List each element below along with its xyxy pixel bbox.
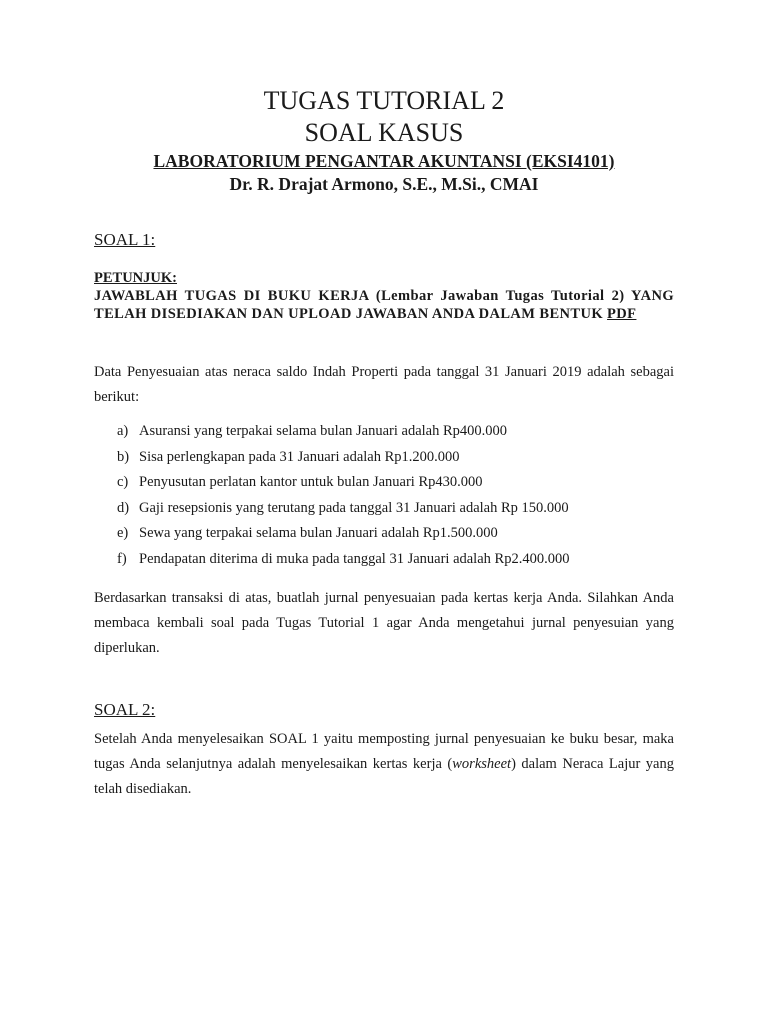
soal-2-text-before: Setelah Anda menyelesaikan SOAL 1 yaitu memposting jurnal penyesuaian ke buku besar, maka tugas Anda selanjutnya adalah menyelesaikan kertas kerja ( [94,731,674,772]
soal-1-heading: SOAL 1: [94,230,156,249]
instruction-main-text: JAWABLAH TUGAS DI BUKU KERJA (Lembar Jawaban Tugas Tutorial 2) YANG TELAH DISEDIAKAN DAN UPLOAD JAWABAN ANDA DALAM BENTUK [94,288,674,322]
soal-2-text [94,727,674,802]
list-item [117,419,569,445]
list-item-text: Asuransi yang terpakai selama bulan Januari adalah Rp400.000 [139,423,508,439]
list-item [117,496,569,522]
instruction-pdf-text: PDF [607,306,637,322]
list-marker: b) [117,448,130,465]
instruction-label: PETUNJUK: [94,270,177,286]
soal-1-closing: Berdasarkan transaksi di atas, buatlah jurnal penyesuaian pada kertas kerja Anda. Silahkan Anda membaca kembali soal pada Tugas Tutorial 1 agar Anda mengetahui jurnal penyesuian yang diperlukan. [94,590,674,656]
list-item-text: Gaji resepsionis yang terutang pada tanggal 31 Januari adalah Rp 150.000 [139,499,569,516]
list-item-text: Sisa perlengkapan pada 31 Januari adalah Rp1.200.000 [139,448,460,465]
list-marker: a) [117,423,129,439]
list-marker: e) [117,525,129,541]
list-marker: d) [117,499,130,516]
list-item [117,521,569,547]
course-title-text: LABORATORIUM PENGANTAR AKUNTANSI (EKSI4101) [153,151,615,171]
soal-2-text-after: ) dalam Neraca Lajur yang telah disediakan. [94,756,674,797]
list-item [117,547,569,573]
document-title: TUGAS TUTORIAL 2 [263,86,505,115]
document-subtitle-soal-kasus: SOAL KASUS [304,118,464,147]
soal-2-text-italic: worksheet [452,756,512,772]
soal-2-heading: SOAL 2: [94,700,156,719]
list-marker: f) [117,550,127,567]
author-line: Dr. R. Drajat Armono, S.E., M.Si., CMAI [229,174,539,194]
list-item [117,470,569,496]
soal-1-intro: Data Penyesuaian atas neraca saldo Indah Properti pada tanggal 31 Januari 2019 adalah sebagai berikut: [94,364,674,405]
instruction-text [94,287,674,323]
list-item-text: Penyusutan perlatan kantor untuk bulan Januari Rp430.000 [139,474,483,490]
list-marker: c) [117,474,129,490]
adjustment-list [117,419,569,572]
list-item-text: Pendapatan diterima di muka pada tanggal 31 Januari adalah Rp2.400.000 [139,550,570,567]
list-item-text: Sewa yang terpakai selama bulan Januari adalah Rp1.500.000 [139,525,498,541]
course-title [0,150,768,172]
list-item [117,445,569,471]
